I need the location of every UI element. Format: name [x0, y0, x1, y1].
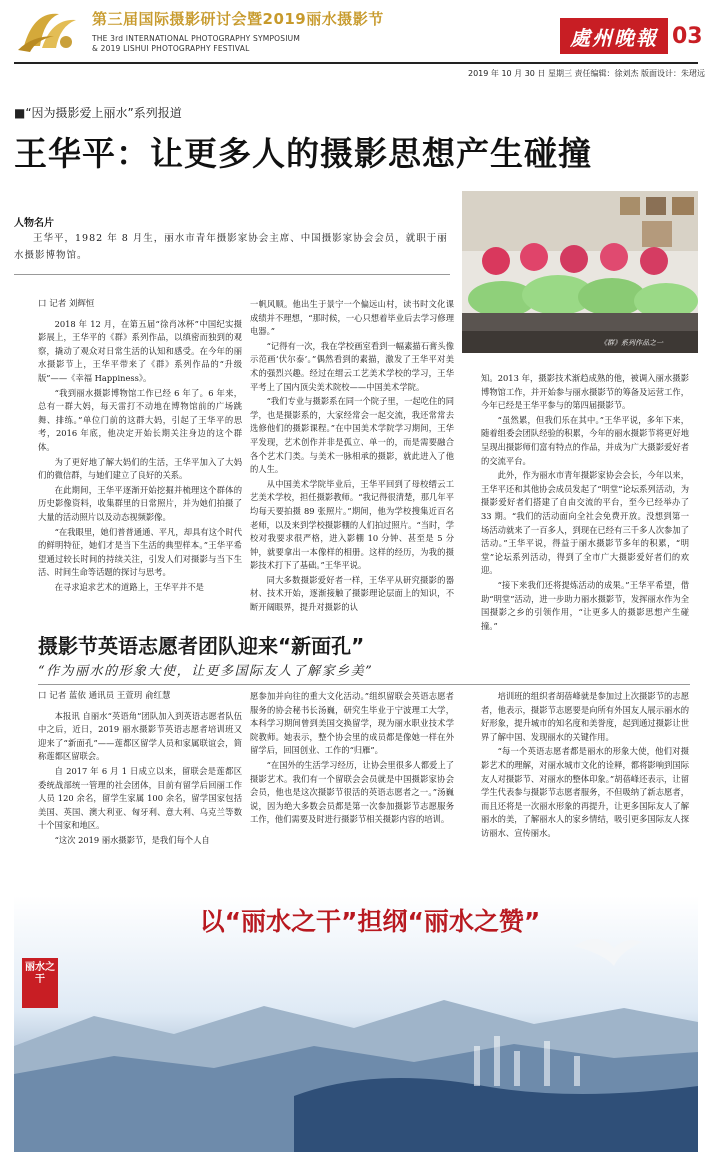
paragraph: 同大多数摄影爱好者一样，王华平从研究摄影的器材、技术开始，逐渐接触了摄影理论层面上的知识，不断开阔眼界，提升对摄影的认: [250, 574, 454, 613]
paragraph: “接下来我们还将提炼活动的成果。”王华平希望，借助“明堂”活动，进一步助力丽水摄影节，发挥丽水作为全国摄影之乡的引领作用，“让更多人的摄影思想产生碰撞。”: [481, 579, 689, 631]
profile-title: 人物名片: [14, 218, 54, 229]
story2-headline: 摄影节英语志愿者团队迎来“新面孔”: [38, 634, 365, 658]
story1-column-3: [481, 372, 689, 631]
paragraph: 从中国美术学院毕业后，王华平回到了母校缙云工艺美术学校，担任摄影教师。“我记得很清楚，那几年平均每天要拍摄 89 张照片。”期间，他为学校搜集近百名老师，以及来到学校摄影棚的人们拍过照片。“当时，学校对我要求很严格，进入影棚 10 分钟、甚至是 5 分钟，就要拿出一本像样的相册。这样的经历，为我的摄影技术打下了基础。”王华平说。: [250, 478, 454, 571]
masthead: [0, 0, 708, 62]
series-kicker: ■“因为摄影爱上丽水”系列报道: [14, 106, 182, 120]
story1-column-1: [38, 298, 242, 618]
newspaper-name: 處州晚報: [570, 25, 658, 50]
newspaper-logo: [560, 18, 668, 54]
paragraph: “记得有一次，我在学校画室看到一幅素描石膏头像示范画‘伏尔泰’。”偶然看到的素描，激发了王华平对美术的强烈兴趣。经过在缙云工艺美术学校的学习，王华平考上了国内顶尖美术院校——中国美术学院。: [250, 340, 454, 392]
paragraph: 知。2013 年，摄影技术渐趋成熟的他，被调入丽水摄影博物馆工作，并开始参与丽水摄影节的筹备及运营工作，今年已经是王华平参与的第四届摄影节。: [481, 373, 689, 411]
paragraph: 此外，作为丽水市青年摄影家协会会长，今年以来，王华平还和其他协会成员发起了“明堂”论坛系列活动，为摄影爱好者们搭建了自由交流的平台，至今已经举办了 33 期。“我们的活动面向全社会免费开放。没想到第一场活动就来了一百多人，到现在已经有三千多人次参加了活动。”王华平说，得益于丽水摄影节多年的积累，“明堂”论坛系列活动，得到了全市广大摄影爱好者们的欢迎。: [481, 470, 689, 576]
paragraph: “这次 2019 丽水摄影节，是我们每个人自: [54, 834, 210, 845]
story2-byline: 口 记者 蓝依 通讯员 王萱玥 俞红慧: [38, 691, 171, 701]
masthead-divider: [14, 62, 698, 64]
paragraph: “在国外的生活学习经历，让协会里很多人都爱上了摄影艺术。我们有一个留联会会员就是中国摄影家协会会员，他也是这次摄影节很活的英语志愿者之一。”汤巍说，因为绝大多数会员都是第一次参加摄影节志愿服务工作，他们需要及时进行摄影节相关摄影内容的培训。: [250, 759, 454, 825]
paragraph: “我们专业与摄影系在同一个院子里，一起吃住的同学，也是摄影系的，大家经常会一起交流，我还常常去选修他们的摄影课程。”在中国美术学院学习期间，王华平发现，艺术创作并非是孤立、单一的，而是需要融合各个艺术门类。与美术一脉相承的摄影，就此进入了他的人生。: [250, 396, 454, 475]
banner-stamp: 丽水之干: [22, 958, 58, 1008]
story1-column-2: [250, 298, 454, 618]
paragraph: 为了更好地了解大妈们的生活，王华平加入了大妈们的微信群，与她们建立了良好的关系。: [38, 456, 242, 481]
story2-column-1: [38, 690, 242, 886]
story2-column-2: [250, 690, 454, 886]
story1-headline: 王华平：让更多人的摄影思想产生碰撞: [14, 134, 592, 173]
festival-title-en-line2: & 2019 LISHUI PHOTOGRAPHY FESTIVAL: [92, 44, 250, 53]
paragraph: 在寻求追求艺术的道路上，王华平并不是: [54, 581, 204, 592]
story1-photo: [462, 191, 698, 353]
issue-info: 2019 年 10 月 30 日 星期三 责任编辑：徐刘杰 版面设计：朱珺远: [468, 69, 706, 78]
banner-slogan: 以“丽水之干”担纲“丽水之赞”: [199, 907, 541, 936]
festival-logo: [14, 6, 84, 56]
paragraph: 在此期间，王华平逐渐开始挖掘并梳理这个群体的历史影像资料，收集群里的日常照片，并为她们拍摄了大量的活动照片以及动态视频影像。: [38, 484, 242, 522]
paragraph: 自 2017 年 6 月 1 日成立以来，留联会是莲都区委统战部统一管理的社会团体，目前有留学后回丽工作人员 120 余名，留学生家属 100 余名，留学国家包括美国、英国、澳大利亚、匈牙利、意大利、乌克兰等数十个国家和地区。: [38, 765, 242, 831]
profile-divider: [14, 274, 450, 275]
paragraph: “虽然累，但我们乐在其中。”王华平说，多年下来，随着组委会团队经验的积累，今年的丽水摄影节将更好地呈现出摄影师们富有特点的作品，并成为广大摄影爱好者的交流平台。: [481, 414, 689, 466]
story2-subhead: “作为丽水的形象大使，让更多国际友人了解家乡美”: [38, 664, 374, 679]
paragraph: 愿参加并向往的重大文化活动。”组织留联会英语志愿者服务的协会秘书长汤巍，研究生毕业于宁波理工大学，本科学习期间曾到美国交换留学，现为丽水职业技术学院教师。她表示，整个协会里的成员都是像她一样在外留学后，回国创业、工作的“归雁”。: [250, 691, 454, 756]
story1-byline: 口 记者 刘辉恒: [38, 299, 95, 309]
paragraph: “在我眼里，她们普普通通、平凡，却具有这个时代的鲜明特征，她们才是当下生活的典型样本。”王华平希望通过较长时间的持续关注，引发人们对摄影与当下生活、时间生命等话题的探讨与思考。: [38, 526, 242, 578]
paragraph: “每一个英语志愿者都是丽水的形象大使，他们对摄影艺术的理解，对丽水城市文化的诠释，都将影响到国际友人对摄影节、对丽水的整体印象。”胡蓓峰还表示，让留学生代表参与摄影节志愿者服务，不但吸纳了新志愿者，而且还将是一次丽水形象的再提升，让更多国际友人了解丽水的美，了解丽水人的家乡情结，吸引更多国际友人探访丽水、宣传丽水。: [481, 746, 689, 838]
story1-photo-caption: 《群》系列作品之一: [600, 339, 663, 347]
paragraph: “我到丽水摄影博物馆工作已经 6 年了。6 年来，总有一群大妈，每天雷打不动地在博物馆前的广场跳舞、排练。”单位门前的这群大妈，引起了王华平的思考，2016 年底，他决定开始长期关注身边的这个群体。: [38, 387, 242, 452]
paragraph: 一帆风顺。他出生于景宁一个偏远山村，读书时文化课成绩并不理想，“那时候，一心只想着毕业后去学习修理电器。”: [250, 299, 454, 337]
story2-column-3: [481, 690, 689, 886]
page-number: 03: [672, 24, 703, 49]
story2-divider: [38, 684, 690, 685]
profile-text: 王华平，1982 年 8 月生，丽水市青年摄影家协会主席、中国摄影家协会会员，就职于丽水摄影博物馆。: [14, 233, 448, 261]
paragraph: 培训班的组织者胡蓓峰就是参加过上次摄影节的志愿者，他表示，摄影节志愿要是向所有外国友人展示丽水的好形象，提升城市的知名度和美誉度，起到通过摄影让世界了解中国、发现丽水的关键作用。: [481, 691, 689, 742]
paragraph: 本报讯 自丽水“英语角”团队加入到英语志愿者队伍中之后，近日，2019 丽水摄影节英语志愿者培训班又迎来了“新面孔”——莲都区留学人员和家属联谊会，简称莲都区留联会。: [38, 710, 242, 762]
paragraph: 2018 年 12 月，在第五届“徐肖冰杯”中国纪实摄影展上，王华平的《群》系列作品，以缜密而独到的观察，撬动了观众对日常生活的认知和感受。在今年的丽水摄影节上，王华平带来了《群》系列作品的“升级版”——《幸福 Happiness》。: [38, 318, 242, 383]
festival-title-en-line1: THE 3rd INTERNATIONAL PHOTOGRAPHY SYMPOSIUM: [92, 34, 301, 43]
festival-title-cn: 第三届国际摄影研讨会暨2019丽水摄影节: [92, 10, 384, 28]
